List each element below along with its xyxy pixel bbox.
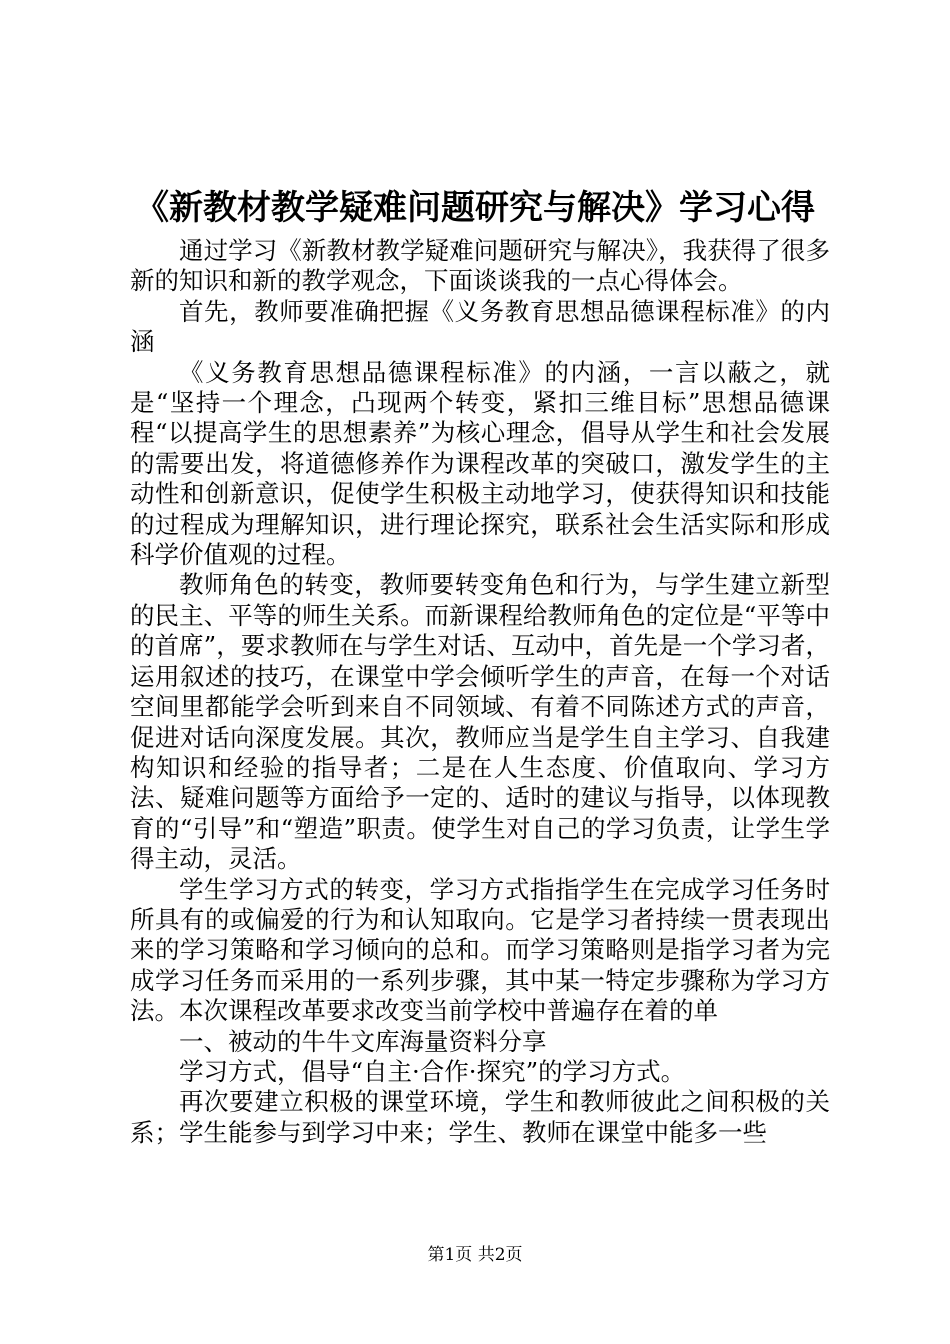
paragraph: 教师角色的转变，教师要转变角色和行为，与学生建立新型的民主、平等的师生关系。而新课程给教师角色的定位是“平等中的首席”，要求教师在与学生对话、互动中，首先是一个学习者，运用叙述的技巧，在课堂中学会倾听学生的声音，在每一个对话空间里都能学会听到来自不同领域、有着不同陈述方式的声音，促进对话向深度发展。其次，教师应当是学生自主学习、自我建构知识和经验的指导者；二是在人生态度、价值取向、学习方法、疑难问题等方面给予一定的、适时的建议与指导，以体现教育的“引导”和“塑造”职责。使学生对自己的学习负责，让学生学得主动，灵活。	[130, 570, 830, 874]
paragraph: 学习方式，倡导“自主·合作·探究”的学习方式。	[179, 1056, 686, 1086]
paragraph: 学生学习方式的转变，学习方式指指学生在完成学习任务时所具有的或偏爱的行为和认知取向。它是学习者持续一贯表现出来的学习策略和学习倾向的总和。而学习策略则是指学习者为完成学习任务而采用的一系列步骤，其中某一特定步骤称为学习方法。本次课程改革要求改变当前学校中普遍存在着的单	[130, 874, 830, 1026]
paragraph: 通过学习《新教材教学疑难问题研究与解决》，我获得了很多新的知识和新的教学观念，下面谈谈我的一点心得体会。	[130, 236, 830, 296]
paragraph: 再次要建立积极的课堂环境，学生和教师彼此之间积极的关系；学生能参与到学习中来；学生、教师在课堂中能多一些	[130, 1087, 830, 1147]
paragraph: 《义务教育思想品德课程标准》的内涵，一言以蔽之，就是“坚持一个理念，凸现两个转变，紧扣三维目标”思想品德课程“以提高学生的思想素养”为核心理念，倡导从学生和社会发展的需要出发，将道德修养作为课程改革的突破口，激发学生的主动性和创新意识，促使学生积极主动地学习，使获得知识和技能的过程成为理解知识，进行理论探究，联系社会生活实际和形成科学价值观的过程。	[130, 357, 830, 570]
page-number: 第1页 共2页	[427, 1245, 523, 1265]
document-title: 《新教材教学疑难问题研究与解决》学习心得	[135, 188, 815, 228]
document-body	[130, 236, 830, 1148]
paragraph: 一、被动的牛牛文库海量资料分享	[179, 1026, 547, 1056]
paragraph: 首先，教师要准确把握《义务教育思想品德课程标准》的内涵	[130, 296, 830, 357]
